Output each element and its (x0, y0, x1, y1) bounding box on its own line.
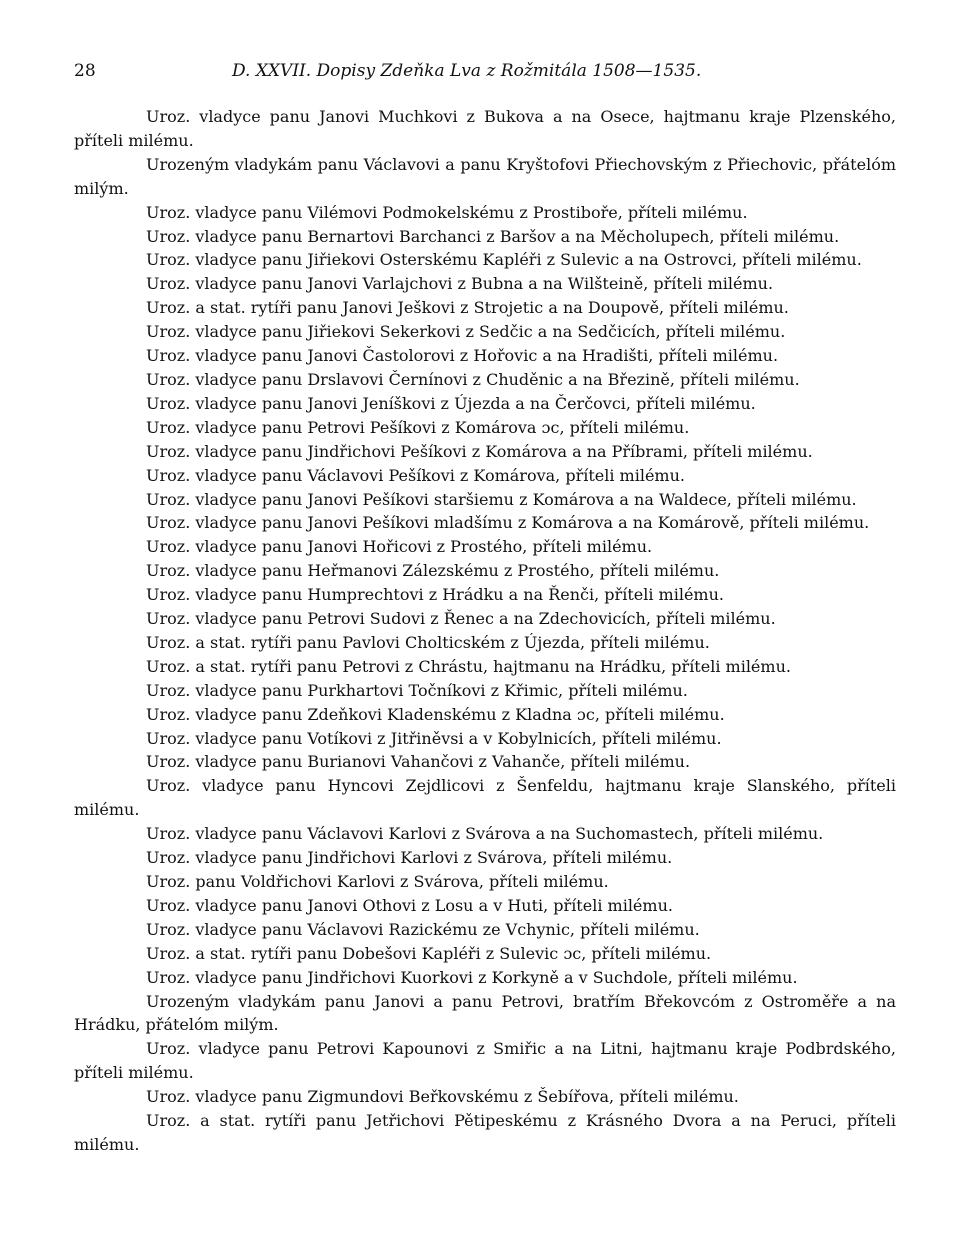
address-entry: Uroz. vladyce panu Humprechtovi z Hrádku a na Řenči, příteli milému. (146, 585, 724, 605)
document-page (74, 58, 896, 1154)
address-entry: Uroz. a stat. rytíři panu Petrovi z Chrástu, hajtmanu na Hrádku, příteli milému. (146, 656, 791, 676)
page-number: 28 (74, 61, 96, 81)
address-entry: Uroz. vladyce panu Petrovi Sudovi z Řenec a na Zdechovicích, příteli milému. (146, 609, 776, 629)
address-entry: Uroz. vladyce panu Bernartovi Barchanci z Baršov a na Měcholupech, příteli milému. (146, 226, 840, 246)
address-entry: Uroz. a stat. rytíři panu Pavlovi Cholticském z Újezda, příteli milému. (146, 632, 710, 652)
address-entry: Uroz. a stat. rytíři panu Janovi Ješkovi z Strojetic a na Doupově, příteli milému. (146, 298, 789, 318)
running-head (74, 58, 896, 84)
address-entry: Uroz. vladyce panu Votíkovi z Jitřiněvsi a v Kobylnicích, příteli milému. (146, 728, 722, 748)
address-entry: Uroz. vladyce panu Janovi Varlajchovi z Bubna a na Wilšteině, příteli milému. (146, 274, 774, 294)
address-entry: Uroz. vladyce panu Václavovi Razickému ze Vchynic, příteli milému. (146, 919, 700, 939)
address-entry: Uroz. vladyce panu Janovi Muchkovi z Bukova a na Osece, hajtmanu kraje Plzenského, příteli milému. (74, 107, 896, 150)
address-entry: Uroz. vladyce panu Janovi Jeníškovi z Újezda a na Čerčovci, příteli milému. (146, 393, 756, 413)
address-entry: Uroz. vladyce panu Burianovi Vahančovi z Vahanče, příteli milému. (146, 752, 691, 772)
address-entry: Uroz. vladyce panu Drslavovi Černínovi z Chuděnic a na Březině, příteli milému. (146, 369, 800, 389)
address-entry: Uroz. vladyce panu Purkhartovi Točníkovi z Křimic, příteli milému. (146, 680, 688, 700)
address-entry: Urozeným vladykám panu Janovi a panu Petrovi, bratřím Břekovcóm z Ostroměře a na Hrádku, přátelóm milým. (74, 991, 896, 1035)
address-entry: Uroz. vladyce panu Janovi Pešíkovi mladšímu z Komárova a na Komárově, příteli milému. (146, 513, 870, 533)
address-entry: Uroz. vladyce panu Janovi Častolorovi z Hořovic a na Hradišti, příteli milému. (146, 346, 779, 366)
address-entry: Uroz. vladyce panu Václavovi Pešíkovi z Komárova, příteli milému. (146, 465, 685, 485)
address-entry: Uroz. vladyce panu Heřmanovi Zálezskému z Prostého, příteli milému. (146, 561, 720, 581)
address-entry: Uroz. a stat. rytíři panu Dobešovi Kapléři z Sulevic ɔc, příteli milému. (146, 943, 712, 963)
address-entry: Uroz. vladyce panu Petrovi Pešíkovi z Komárova ɔc, příteli milému. (146, 417, 690, 437)
address-entry: Uroz. vladyce panu Jiřiekovi Osterskému Kapléři z Sulevic a na Ostrovci, příteli milému. (146, 250, 862, 270)
address-entry: Uroz. vladyce panu Jiřiekovi Sekerkovi z Sedčic a na Sedčicích, příteli milému. (146, 322, 786, 342)
address-entry: Uroz. vladyce panu Hyncovi Zejdlicovi z Šenfeldu, hajtmanu kraje Slanského, příteli milému. (74, 776, 896, 820)
address-entry: Uroz. vladyce panu Vilémovi Podmokelskému z Prostiboře, příteli milému. (146, 202, 748, 222)
address-entry: Urozeným vladykám panu Václavovi a panu Kryštofovi Přiechovským z Přiechovic, přátelóm milým. (74, 154, 896, 198)
address-entry: Uroz. vladyce panu Zigmundovi Beřkovskému z Šebířova, příteli milému. (146, 1087, 739, 1107)
running-title: D. XXVII. Dopisy Zdeňka Lva z Rožmitála 1508—1535. (232, 61, 702, 81)
address-entry: Uroz. panu Voldřichovi Karlovi z Svárova, příteli milému. (146, 872, 609, 891)
address-entry: Uroz. vladyce panu Jindřichovi Pešíkovi z Komárova a na Příbrami, příteli milému. (146, 441, 813, 461)
address-entry: Uroz. vladyce panu Václavovi Karlovi z Svárova a na Suchomastech, příteli milému. (146, 824, 824, 844)
address-entry: Uroz. vladyce panu Janovi Othovi z Losu a v Huti, příteli milému. (146, 895, 673, 915)
address-entry: Uroz. vladyce panu Janovi Pešíkovi staršiemu z Komárova a na Waldece, příteli milému. (146, 489, 857, 509)
address-entry: Uroz. vladyce panu Petrovi Kapounovi z Smiřic a na Litni, hajtmanu kraje Podbrdského, příteli milému. (74, 1039, 896, 1083)
address-entry: Uroz. vladyce panu Jindřichovi Kuorkovi z Korkyně a v Suchdole, příteli milému. (146, 967, 798, 987)
address-entry: Uroz. vladyce panu Jindřichovi Karlovi z Svárova, příteli milému. (146, 848, 673, 868)
address-list (74, 105, 896, 1157)
address-entry: Uroz. vladyce panu Zdeňkovi Kladenskému z Kladna ɔc, příteli milému. (146, 704, 725, 724)
address-entry: Uroz. vladyce panu Janovi Hořicovi z Prostého, příteli milému. (146, 537, 653, 557)
address-entry: Uroz. a stat. rytíři panu Jetřichovi Pětipeskému z Krásného Dvora a na Peruci, příteli milému. (74, 1111, 896, 1154)
